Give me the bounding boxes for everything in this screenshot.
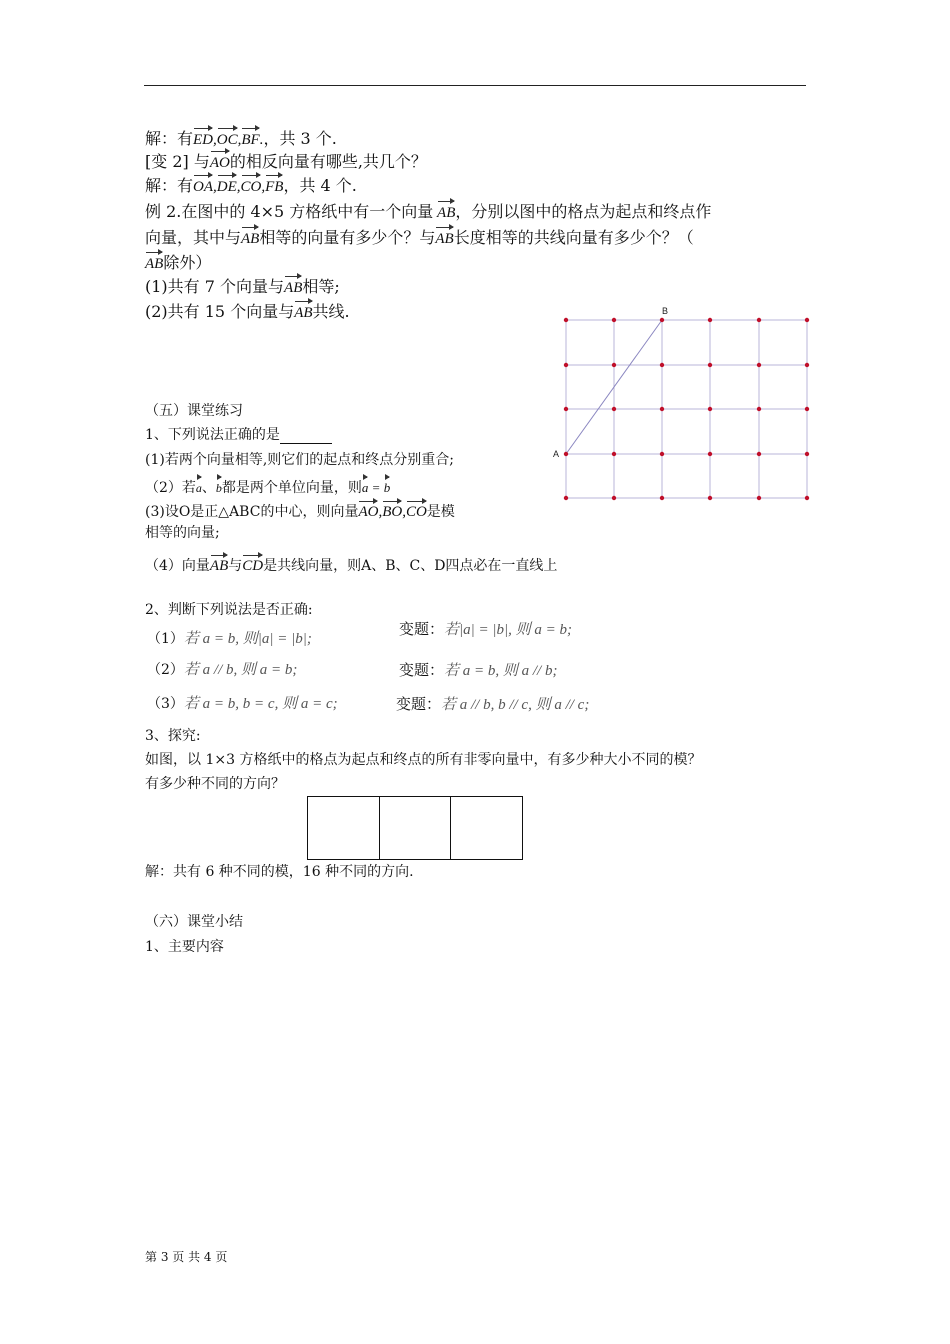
grid-1x3 bbox=[307, 796, 523, 860]
q2-item-3: （3）若 a = b, b = c, 则 a = c; bbox=[147, 696, 338, 712]
vector-fb: FB bbox=[265, 174, 283, 197]
variant-3: 变题：若 a // b, b // c, 则 a // c; bbox=[396, 695, 590, 713]
vector-oc: OC bbox=[217, 127, 238, 150]
point-label-b: B bbox=[662, 306, 669, 316]
grid-cell bbox=[380, 797, 452, 859]
example-2-line-3: AB除外） bbox=[145, 253, 212, 272]
question-2: 2、判断下列说法是否正确: bbox=[145, 602, 313, 618]
variation-2-line: [变 2] 与AO的相反向量有哪些,共几个？ bbox=[145, 152, 427, 171]
vector-ao: AO bbox=[210, 150, 230, 173]
q2-item-2: （2）若 a // b, 则 a = b; bbox=[147, 662, 298, 678]
grid-lines bbox=[566, 320, 807, 498]
solution-line-1: 解：有ED,OC,BF.，共 3 个. bbox=[145, 129, 337, 148]
question-3-answer: 解：共有 6 种不同的模，16 种不同的方向. bbox=[145, 864, 414, 880]
example-2-line-1: 例 2.在图中的 4×5 方格纸中有一个向量 AB，分别以图中的格点为起点和终点作 bbox=[145, 202, 712, 221]
question-1: 1、下列说法正确的是 bbox=[145, 426, 332, 444]
example-2-line-2: 向量，其中与AB相等的向量有多少个？与AB长度相等的共线向量有多少个？（ bbox=[145, 228, 694, 247]
grid-figure-4x5 bbox=[550, 300, 815, 510]
vector-oa: OA bbox=[193, 174, 213, 197]
header-rule bbox=[144, 85, 806, 86]
vector-ed: ED bbox=[193, 127, 213, 150]
question-1-item-3-cont: 相等的向量; bbox=[145, 525, 220, 541]
summary-item-1: 1、主要内容 bbox=[145, 939, 224, 955]
vector-de: DE bbox=[217, 174, 237, 197]
question-1-item-3: (3)设O是正△ABC的中心，则向量AO,BO,CO是模 bbox=[145, 500, 455, 521]
grid-cell bbox=[451, 797, 522, 859]
vector-bf: BF bbox=[241, 127, 259, 150]
practice-heading: （五）课堂练习 bbox=[145, 403, 243, 419]
question-3-text-2: 有多少种不同的方向？ bbox=[145, 776, 285, 792]
question-1-item-4: （4）向量AB与CD是共线向量，则A、B、C、D四点必在一直线上 bbox=[145, 554, 557, 575]
vector-co: CO bbox=[241, 174, 262, 197]
question-1-item-1: (1)若两个向量相等,则它们的起点和终点分别重合; bbox=[145, 452, 454, 468]
variant-2: 变题：若 a = b, 则 a // b; bbox=[399, 661, 558, 679]
solution-line-2: 解：有OA,DE,CO,FB，共 4 个. bbox=[145, 176, 357, 195]
point-label-a: A bbox=[553, 449, 560, 459]
grid-cell bbox=[308, 797, 380, 859]
variant-1: 变题：若|a| = |b|, 则 a = b; bbox=[399, 620, 572, 638]
q2-item-1: （1）若 a = b, 则|a| = |b|; bbox=[147, 631, 312, 647]
answer-1: (1)共有 7 个向量与AB相等; bbox=[145, 277, 340, 296]
summary-heading: （六）课堂小结 bbox=[145, 914, 243, 930]
question-3-text-1: 如图，以 1×3 方格纸中的格点为起点和终点的所有非零向量中，有多少种大小不同的模？ bbox=[145, 752, 702, 768]
answer-2: (2)共有 15 个向量与AB共线. bbox=[145, 302, 350, 321]
question-1-item-2: （2）若a、b都是两个单位向量，则a = b bbox=[145, 476, 390, 497]
vector-ab: AB bbox=[437, 200, 455, 223]
page-footer: 第 3 页 共 4 页 bbox=[145, 1250, 228, 1264]
question-3: 3、探究: bbox=[145, 728, 201, 744]
answer-blank bbox=[280, 429, 332, 444]
